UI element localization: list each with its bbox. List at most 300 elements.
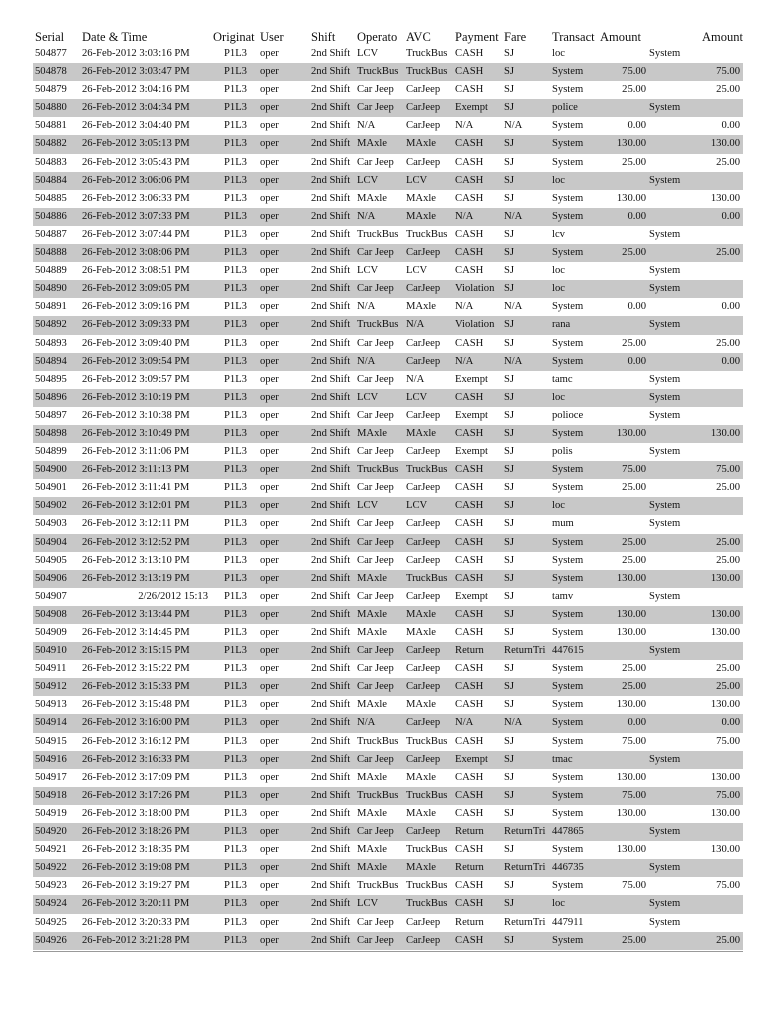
cell-fare: SJ [504,898,515,910]
cell-amount-2: 130.00 [710,192,740,204]
cell-fare: SJ [504,337,515,349]
cell-avc: CarJeep [406,84,441,96]
table-body [33,45,743,950]
cell-avc: CarJeep [406,283,441,295]
cell-user: oper [260,898,279,910]
cell-serial: 504881 [35,120,67,132]
cell-operator-class: LCV [357,391,379,403]
table-row [33,805,743,823]
cell-fare: SJ [504,446,515,458]
cell-fare: SJ [504,391,515,403]
table-row [33,262,743,280]
cell-amount: 130.00 [616,844,646,856]
table-row [33,99,743,117]
cell-user: oper [260,373,279,385]
cell-amount: 130.00 [616,192,646,204]
cell-avc: LCV [406,265,428,277]
cell-amount-2: System [649,409,681,421]
cell-originator: P1L3 [224,464,247,476]
cell-transaction: polis [552,446,573,458]
cell-payment: Exempt [455,102,488,114]
cell-serial: 504922 [35,862,67,874]
cell-amount-2: 25.00 [716,84,740,96]
cell-transaction: loc [552,391,565,403]
cell-date-time: 26-Feb-2012 3:12:01 PM [82,500,190,512]
cell-serial: 504882 [35,138,67,150]
cell-user: oper [260,681,279,693]
cell-amount-2: 75.00 [716,464,740,476]
cell-amount: 25.00 [622,663,646,675]
cell-avc: MAxle [406,210,437,222]
cell-operator-class: TruckBus [357,735,399,747]
cell-serial: 504924 [35,898,67,910]
cell-operator-class: LCV [357,265,379,277]
cell-payment: CASH [455,48,484,59]
cell-originator: P1L3 [224,210,247,222]
cell-avc: CarJeep [406,120,441,132]
cell-amount: 25.00 [622,337,646,349]
cell-originator: P1L3 [224,66,247,78]
cell-amount-2: 75.00 [716,735,740,747]
cell-operator-class: Car Jeep [357,337,394,349]
table-row [33,624,743,642]
cell-user: oper [260,283,279,295]
cell-originator: P1L3 [224,590,247,602]
cell-amount-2: 130.00 [710,844,740,856]
table-row [33,859,743,877]
cell-avc: TruckBus [406,48,448,59]
cell-operator-class: MAxle [357,699,388,711]
cell-amount-2: 130.00 [710,699,740,711]
cell-originator: P1L3 [224,536,247,548]
cell-fare: N/A [504,717,523,729]
cell-date-time: 26-Feb-2012 3:16:00 PM [82,717,190,729]
column-header-shift: Shift [311,30,336,44]
cell-date-time: 26-Feb-2012 3:19:27 PM [82,880,190,892]
cell-amount: 0.00 [627,210,646,222]
cell-amount-2: 0.00 [721,301,740,313]
cell-originator: P1L3 [224,84,247,96]
cell-shift: 2nd Shift [311,482,351,494]
cell-transaction: rana [552,319,571,331]
table-row [33,425,743,443]
cell-transaction: tamv [552,590,574,602]
table-row [33,172,743,190]
cell-amount [598,914,649,932]
table-row [33,316,743,334]
cell-operator-class: MAxle [357,807,388,819]
cell-date-time: 26-Feb-2012 3:09:16 PM [82,301,190,313]
cell-payment: CASH [455,247,484,259]
cell-amount-2: System [649,500,681,512]
cell-payment: CASH [455,898,484,910]
cell-transaction: System [552,301,584,313]
cell-avc: N/A [406,319,425,331]
cell-shift: 2nd Shift [311,337,351,349]
cell-transaction: System [552,608,584,620]
cell-amount: 25.00 [622,681,646,693]
cell-operator-class: LCV [357,500,379,512]
cell-shift: 2nd Shift [311,446,351,458]
cell-avc: TruckBus [406,66,448,78]
cell-fare: ReturnTri [504,862,546,874]
cell-user: oper [260,66,279,78]
cell-amount-2: 75.00 [716,66,740,78]
cell-fare: SJ [504,427,515,439]
table-row [33,497,743,515]
cell-operator-class: LCV [357,174,379,186]
cell-serial: 504894 [35,355,67,367]
table-row [33,696,743,714]
cell-originator: P1L3 [224,699,247,711]
table-row [33,588,743,606]
cell-operator-class: TruckBus [357,880,399,892]
cell-fare: SJ [504,138,515,150]
cell-transaction: System [552,572,584,584]
cell-user: oper [260,391,279,403]
cell-fare: SJ [504,753,515,765]
cell-transaction: System [552,482,584,494]
cell-serial: 504916 [35,753,67,765]
cell-amount [598,371,649,389]
table-row [33,479,743,497]
cell-fare: SJ [504,844,515,856]
cell-serial: 504919 [35,807,67,819]
cell-avc: CarJeep [406,536,441,548]
cell-serial: 504897 [35,409,67,421]
cell-operator-class: Car Jeep [357,590,394,602]
table-row [33,877,743,895]
cell-serial: 504899 [35,446,67,458]
table-row [33,63,743,81]
cell-payment: CASH [455,228,484,240]
cell-amount-2: 130.00 [710,807,740,819]
column-header-operator-class: Operato [357,30,398,44]
cell-operator-class: Car Jeep [357,102,394,114]
cell-fare: SJ [504,554,515,566]
cell-avc: MAxle [406,862,437,874]
cell-avc: LCV [406,500,428,512]
column-header-originator: Originat [213,30,255,44]
cell-fare: SJ [504,627,515,638]
cell-shift: 2nd Shift [311,391,351,403]
column-header-amount-2: Amount [702,30,743,44]
cell-originator: P1L3 [224,156,247,168]
cell-originator: P1L3 [224,572,247,584]
cell-shift: 2nd Shift [311,210,351,222]
cell-originator: P1L3 [224,844,247,856]
table-row [33,733,743,751]
cell-fare: SJ [504,174,515,186]
cell-operator-class: Car Jeep [357,283,394,295]
cell-serial: 504913 [35,699,67,711]
cell-payment: Return [455,916,484,928]
cell-operator-class: Car Jeep [357,409,394,421]
cell-fare: SJ [504,699,515,711]
cell-originator: P1L3 [224,391,247,403]
cell-avc: TruckBus [406,228,448,240]
table-row [33,371,743,389]
cell-originator: P1L3 [224,120,247,132]
cell-amount-2: 130.00 [710,627,740,638]
cell-payment: CASH [455,156,484,168]
column-header-avc: AVC [406,30,431,44]
table-row [33,190,743,208]
cell-amount-2: 130.00 [710,771,740,783]
cell-user: oper [260,627,279,638]
cell-user: oper [260,916,279,928]
cell-shift: 2nd Shift [311,138,351,150]
cell-serial: 504893 [35,337,67,349]
cell-payment: CASH [455,735,484,747]
cell-shift: 2nd Shift [311,355,351,367]
cell-originator: P1L3 [224,735,247,747]
cell-avc: CarJeep [406,753,441,765]
cell-date-time: 26-Feb-2012 3:14:45 PM [82,627,190,638]
cell-transaction: System [552,880,584,892]
cell-user: oper [260,518,279,530]
cell-avc: TruckBus [406,464,448,476]
cell-avc: CarJeep [406,663,441,675]
cell-amount: 25.00 [622,247,646,259]
cell-date-time: 26-Feb-2012 3:13:44 PM [82,608,190,620]
table-row [33,932,743,950]
cell-originator: P1L3 [224,862,247,874]
cell-date-time: 26-Feb-2012 3:09:40 PM [82,337,190,349]
cell-shift: 2nd Shift [311,102,351,114]
table-row [33,841,743,859]
cell-serial: 504920 [35,826,67,838]
cell-amount: 130.00 [616,138,646,150]
cell-shift: 2nd Shift [311,608,351,620]
cell-date-time: 26-Feb-2012 3:17:26 PM [82,789,190,801]
cell-date-time: 26-Feb-2012 3:12:52 PM [82,536,190,548]
cell-date-time: 26-Feb-2012 3:10:38 PM [82,409,190,421]
cell-serial: 504910 [35,645,67,657]
cell-user: oper [260,174,279,186]
cell-fare: SJ [504,265,515,277]
cell-shift: 2nd Shift [311,156,351,168]
cell-amount-2: 25.00 [716,681,740,693]
cell-avc: CarJeep [406,934,441,946]
cell-transaction: mum [552,518,574,530]
cell-transaction: System [552,210,584,222]
cell-fare: SJ [504,590,515,602]
cell-shift: 2nd Shift [311,826,351,838]
table-row [33,407,743,425]
cell-payment: CASH [455,681,484,693]
cell-transaction: System [552,681,584,693]
cell-amount [598,823,649,841]
cell-user: oper [260,789,279,801]
cell-user: oper [260,934,279,946]
cell-payment: Exempt [455,373,488,385]
cell-amount-2: 0.00 [721,717,740,729]
cell-date-time: 26-Feb-2012 3:04:16 PM [82,84,190,96]
cell-date-time: 26-Feb-2012 3:11:13 PM [82,464,190,476]
cell-amount-2: System [649,283,681,295]
cell-operator-class: MAxle [357,627,388,638]
cell-shift: 2nd Shift [311,373,351,385]
cell-fare: N/A [504,210,523,222]
cell-amount-2: 130.00 [710,138,740,150]
cell-payment: CASH [455,572,484,584]
cell-serial: 504918 [35,789,67,801]
cell-operator-class: MAxle [357,862,388,874]
cell-date-time: 26-Feb-2012 3:09:33 PM [82,319,190,331]
cell-amount-2: System [649,319,681,331]
cell-amount: 130.00 [616,807,646,819]
cell-transaction: System [552,192,584,204]
cell-originator: P1L3 [224,355,247,367]
cell-shift: 2nd Shift [311,174,351,186]
cell-fare: SJ [504,500,515,512]
table-row [33,208,743,226]
cell-fare: SJ [504,572,515,584]
cell-user: oper [260,446,279,458]
cell-date-time: 26-Feb-2012 3:16:12 PM [82,735,190,747]
cell-amount: 130.00 [616,699,646,711]
cell-payment: CASH [455,192,484,204]
cell-payment: CASH [455,265,484,277]
cell-serial: 504901 [35,482,67,494]
cell-amount-2: System [649,174,681,186]
cell-avc: TruckBus [406,789,448,801]
cell-originator: P1L3 [224,898,247,910]
cell-amount-2: 75.00 [716,880,740,892]
cell-avc: MAxle [406,427,437,439]
cell-amount-2: System [649,265,681,277]
cell-amount-2: 25.00 [716,663,740,675]
cell-payment: CASH [455,844,484,856]
cell-fare: SJ [504,482,515,494]
cell-operator-class: Car Jeep [357,663,394,675]
cell-user: oper [260,84,279,96]
cell-originator: P1L3 [224,627,247,638]
cell-amount: 130.00 [616,572,646,584]
cell-originator: P1L3 [224,482,247,494]
cell-fare: SJ [504,409,515,421]
cell-date-time: 26-Feb-2012 3:06:06 PM [82,174,190,186]
cell-transaction: loc [552,48,565,59]
cell-serial: 504908 [35,608,67,620]
cell-avc: TruckBus [406,735,448,747]
cell-shift: 2nd Shift [311,120,351,132]
cell-shift: 2nd Shift [311,572,351,584]
cell-serial: 504878 [35,66,67,78]
cell-payment: N/A [455,717,474,729]
cell-shift: 2nd Shift [311,898,351,910]
cell-shift: 2nd Shift [311,771,351,783]
cell-amount: 25.00 [622,482,646,494]
cell-serial: 504895 [35,373,67,385]
cell-user: oper [260,735,279,747]
cell-fare: SJ [504,102,515,114]
cell-payment: Exempt [455,753,488,765]
cell-avc: LCV [406,174,428,186]
cell-payment: Return [455,862,484,874]
cell-shift: 2nd Shift [311,518,351,530]
table-row [33,154,743,172]
cell-shift: 2nd Shift [311,409,351,421]
cell-amount-2: System [649,916,681,928]
cell-payment: CASH [455,934,484,946]
cell-shift: 2nd Shift [311,807,351,819]
cell-amount [598,443,649,461]
cell-avc: TruckBus [406,572,448,584]
cell-amount: 0.00 [627,120,646,132]
cell-fare: SJ [504,66,515,78]
cell-originator: P1L3 [224,916,247,928]
cell-operator-class: TruckBus [357,789,399,801]
cell-amount-2: System [649,102,681,114]
cell-serial: 504887 [35,228,67,240]
cell-originator: P1L3 [224,102,247,114]
cell-amount-2: System [649,645,681,657]
table-row [33,769,743,787]
cell-operator-class: MAxle [357,572,388,584]
cell-amount-2: 25.00 [716,247,740,259]
cell-user: oper [260,210,279,222]
cell-originator: P1L3 [224,826,247,838]
cell-serial: 504921 [35,844,67,856]
transactions-table [33,29,743,950]
cell-transaction: System [552,735,584,747]
cell-originator: P1L3 [224,518,247,530]
cell-date-time: 26-Feb-2012 3:08:06 PM [82,247,190,259]
cell-date-time: 26-Feb-2012 3:07:33 PM [82,210,190,222]
cell-date-time: 26-Feb-2012 3:21:28 PM [82,934,190,946]
cell-fare: SJ [504,934,515,946]
cell-avc: LCV [406,391,428,403]
cell-amount-2: System [649,826,681,838]
cell-payment: Exempt [455,590,488,602]
cell-payment: CASH [455,627,484,638]
cell-originator: P1L3 [224,265,247,277]
cell-fare: ReturnTri [504,916,546,928]
cell-user: oper [260,192,279,204]
cell-avc: CarJeep [406,482,441,494]
cell-amount [598,588,649,606]
cell-transaction: lcv [552,228,565,240]
cell-date-time: 26-Feb-2012 3:11:41 PM [82,482,190,494]
cell-date-time: 26-Feb-2012 3:20:33 PM [82,916,190,928]
cell-operator-class: MAxle [357,427,388,439]
cell-avc: MAxle [406,699,437,711]
cell-amount: 25.00 [622,84,646,96]
table-row [33,678,743,696]
cell-user: oper [260,572,279,584]
cell-avc: N/A [406,373,425,385]
cell-amount [598,895,649,913]
cell-amount: 25.00 [622,554,646,566]
cell-originator: P1L3 [224,319,247,331]
cell-amount [598,751,649,769]
table-row [33,280,743,298]
cell-amount [598,497,649,515]
cell-date-time: 26-Feb-2012 3:07:44 PM [82,228,190,240]
cell-payment: CASH [455,536,484,548]
cell-user: oper [260,301,279,313]
cell-shift: 2nd Shift [311,536,351,548]
cell-amount-2: 130.00 [710,608,740,620]
cell-operator-class: N/A [357,210,376,222]
cell-amount: 0.00 [627,355,646,367]
cell-operator-class: MAxle [357,192,388,204]
cell-user: oper [260,120,279,132]
bottom-rule [33,951,743,952]
cell-user: oper [260,482,279,494]
